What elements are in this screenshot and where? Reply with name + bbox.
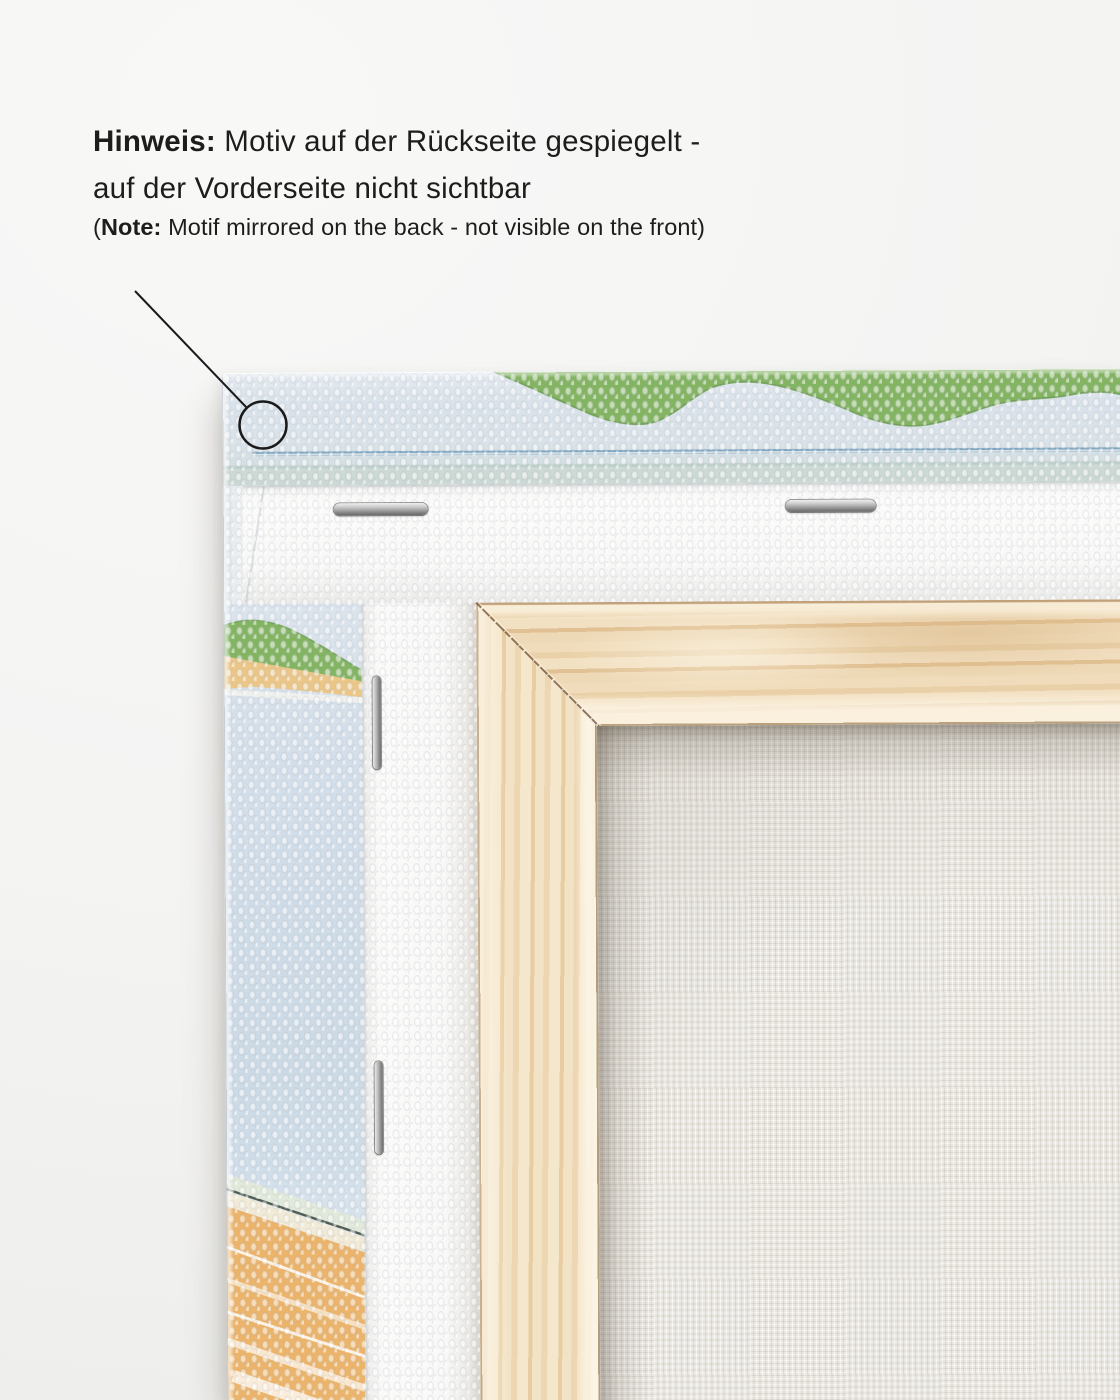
note-english: (Note: Motif mirrored on the back - not visible on the front) — [93, 214, 706, 240]
note-german: Hinweis: Motiv auf der Rückseite gespiegelt - auf der Vorderseite nicht sichtbar — [93, 125, 701, 205]
note-english-label: Note: — [100, 214, 162, 240]
staple-left-upper — [373, 676, 381, 769]
staple-left-lower — [375, 1061, 383, 1154]
raw-canvas-interior — [597, 723, 1120, 1400]
note-german-label: Hinweis: — [93, 125, 216, 158]
annotation-note — [93, 118, 705, 242]
staple-top-left — [334, 503, 428, 515]
miter-joint — [476, 602, 617, 743]
canvas-back-photo — [222, 368, 1120, 1400]
miter-joint-seam — [476, 602, 599, 727]
staple-top-right — [786, 500, 876, 512]
